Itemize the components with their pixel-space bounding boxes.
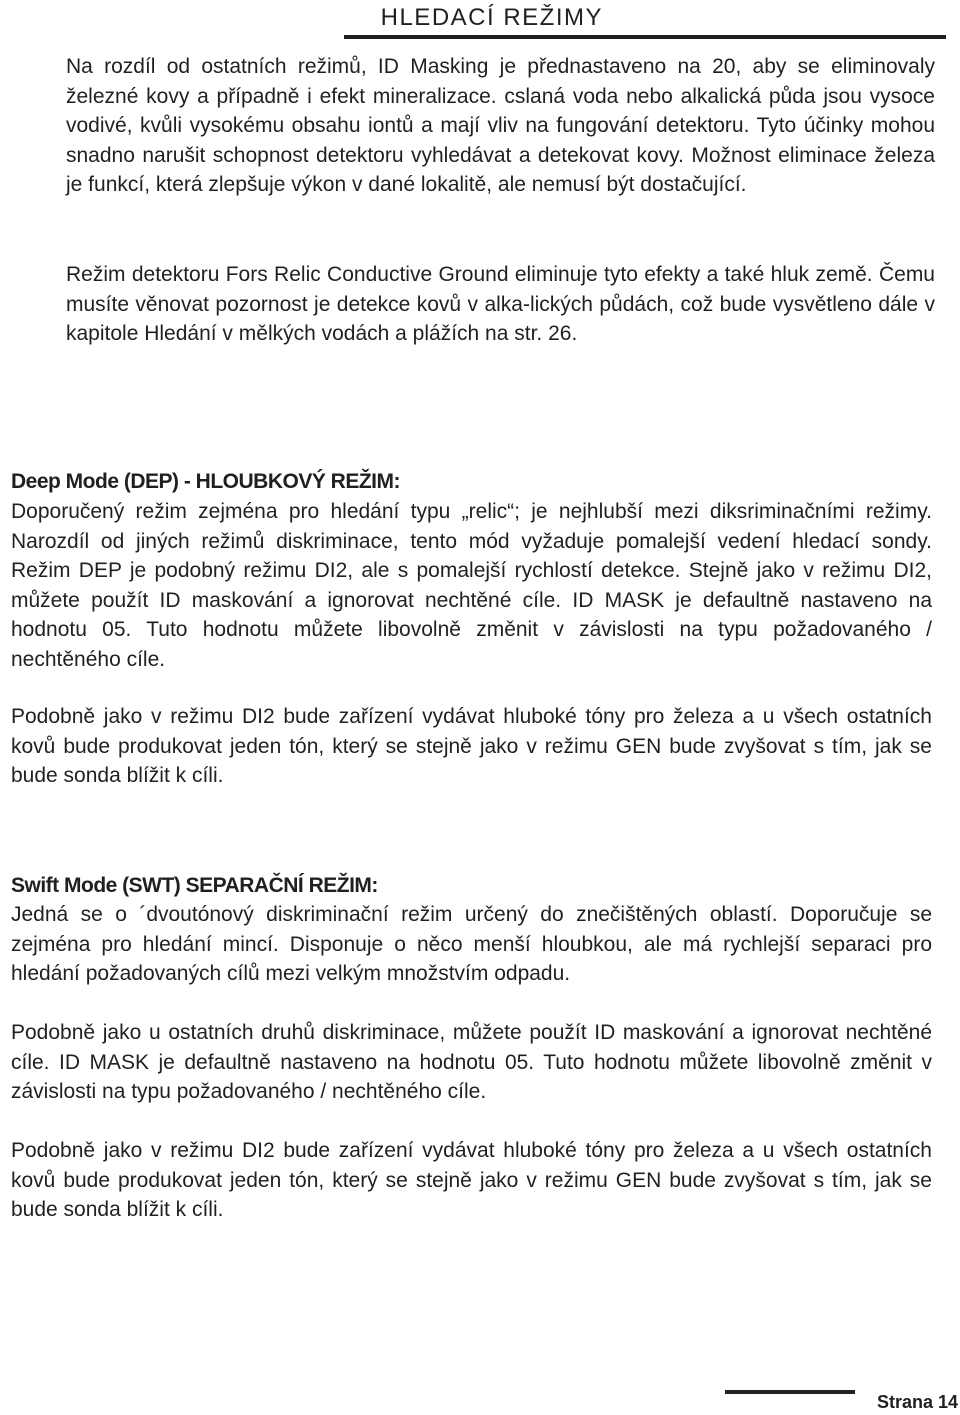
deep-mode-paragraph-1: Doporučený režim zejména pro hledání typu „relic“; je nejhlubší mezi diksriminačními režimy. Narozdíl od jiných režimů diskriminace, tento mód vyžaduje pomalejší vedení hledací sondy. Režim DEP je podobný režimu DI2, ale s pomalejší rychlostí detekce. Stejně jako v režimu DI2, můžete použít ID maskování a ignorovat nechtěné cíle. ID MASK je defaultně nastaveno na hodnotu 05. Tuto hodnotu můžete libovolně změnit v závislosti na typu požadovaného / nechtěného cíle. bbox=[11, 500, 932, 671]
title-divider bbox=[344, 35, 946, 39]
footer-divider bbox=[725, 1390, 855, 1394]
deep-mode-paragraph-2: Podobně jako v režimu DI2 bude zařízení vydávat hluboké tóny pro železa a u všech ostatních kovů bude produkovat jeden tón, který se stejně jako v režimu GEN bude zvyšovat s tím, jak se bude sonda blížit k cíli. bbox=[11, 705, 932, 788]
deep-mode-heading: Deep Mode (DEP) - HLOUBKOVÝ REŽIM: bbox=[11, 470, 401, 493]
swift-mode-paragraph-3: Podobně jako v režimu DI2 bude zařízení vydávat hluboké tóny pro železa a u všech ostatních kovů bude produkovat jeden tón, který se stejně jako v režimu GEN bude zvyšovat s tím, jak se bude sonda blížit k cíli. bbox=[11, 1139, 932, 1222]
intro-paragraph-2: Režim detektoru Fors Relic Conductive Ground eliminuje tyto efekty a také hluk země. Čemu musíte věnovat pozornost je detekce kovů v alka-lických půdách, což bude vysvětleno dále v kapitole Hledání v mělkých vodách a plážích na str. 26. bbox=[66, 263, 935, 346]
swift-mode-paragraph-2: Podobně jako u ostatních druhů diskriminace, můžete použít ID maskování a ignorovat nechtěné cíle. ID MASK je defaultně nastaveno na hodnotu 05. Tuto hodnotu můžete libovolně změnit v závislosti na typu požadovaného / nechtěného cíle. bbox=[11, 1021, 932, 1104]
swift-mode-paragraph-1: Jedná se o ´dvoutónový diskriminační režim určený do znečištěných oblastí. Doporučuje se zejména pro hledání mincí. Disponuje o něco menší hloubkou, ale má rychlejší separaci pro hledání požadovaných cílů mezi velkým množstvím odpadu. bbox=[11, 903, 932, 986]
intro-paragraph-1: Na rozdíl od ostatních režimů, ID Masking je přednastaveno na 20, aby se eliminovaly železné kovy a případně i efekt mineralizace. cslaná voda nebo alkalická půda jsou vysoce vodivé, kvůli vysokému obsahu iontů a mají vliv na fungování detektoru. Tyto účinky mohou snadno narušit schopnost detektoru vyhledávat a detekovat kovy. Možnost eliminace železa je funkcí, která zlepšuje výkon v dané lokalitě, ale nemusí být dostačující. bbox=[66, 55, 935, 197]
page-number: Strana 14 bbox=[876, 1392, 958, 1412]
swift-mode-heading: Swift Mode (SWT) SEPARAČNÍ REŽIM: bbox=[11, 874, 378, 897]
page-title: HLEDACÍ REŽIMY bbox=[380, 4, 603, 31]
